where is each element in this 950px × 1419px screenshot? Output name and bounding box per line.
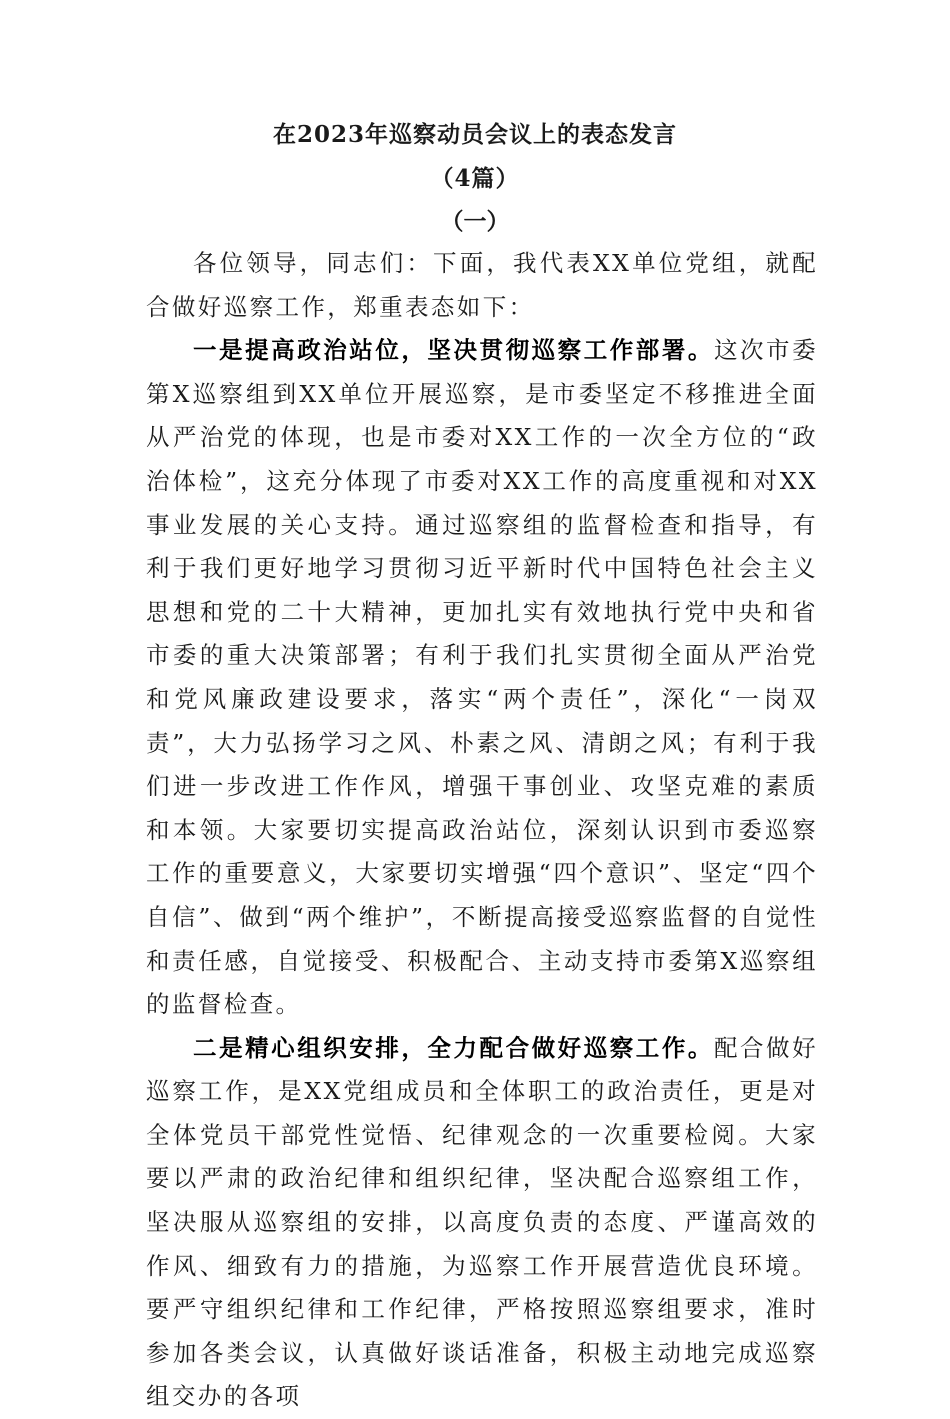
- document-title: 在2023年巡察动员会议上的表态发言: [272, 121, 677, 148]
- document-body: [146, 242, 818, 1419]
- paragraph-text: 各位领导，同志们：下面，我代表XX单位党组，就配合做好巡察工作，郑重表态如下：: [146, 249, 818, 321]
- paragraph-lead: 二是精心组织安排，全力配合做好巡察工作。: [193, 1033, 714, 1062]
- section-number: （一）: [440, 208, 510, 235]
- document-subtitle: （4篇）: [430, 165, 520, 192]
- paragraph-text: 配合做好巡察工作，是XX党组成员和全体职工的政治责任，更是对全体党员干部党性觉悟、纪律观念的一次重要检阅。大家要以严肃的政治纪律和组织纪律，坚决配合巡察组工作，坚决服从巡察组的安排，以高度负责的态度、严谨高效的作风、细致有力的措施，为巡察工作开展营造优良环境。要严守组织纪律和工作纪律，严格按照巡察组要求，准时参加各类会议，认真做好谈话准备，积极主动地完成巡察组交办的各项: [146, 1033, 818, 1411]
- paragraph-point-one: [146, 329, 818, 1027]
- paragraph-opening: [146, 242, 818, 329]
- paragraph-text: 这次市委第X巡察组到XX单位开展巡察，是市委坚定不移推进全面从严治党的体现，也是市委对XX工作的一次全方位的“政治体检”，这充分体现了市委对XX工作的高度重视和对XX事业发展的关心支持。通过巡察组的监督检查和指导，有利于我们更好地学习贯彻习近平新时代中国特色社会主义思想和党的二十大精神，更加扎实有效地执行党中央和省市委的重大决策部署；有利于我们扎实贯彻全面从严治党和党风廉政建设要求，落实“两个责任”，深化“一岗双责”，大力弘扬学习之风、朴素之风、清朗之风；有利于我们进一步改进工作作风，增强干事创业、攻坚克难的素质和本领。大家要切实提高政治站位，深刻认识到市委巡察工作的重要意义，大家要切实增强“四个意识”、坚定“四个自信”、做到“两个维护”，不断提高接受巡察监督的自觉性和责任感，自觉接受、积极配合、主动支持市委第X巡察组的监督检查。: [146, 336, 818, 1019]
- paragraph-point-two: [146, 1027, 818, 1419]
- paragraph-lead: 一是提高政治站位，坚决贯彻巡察工作部署。: [193, 336, 714, 365]
